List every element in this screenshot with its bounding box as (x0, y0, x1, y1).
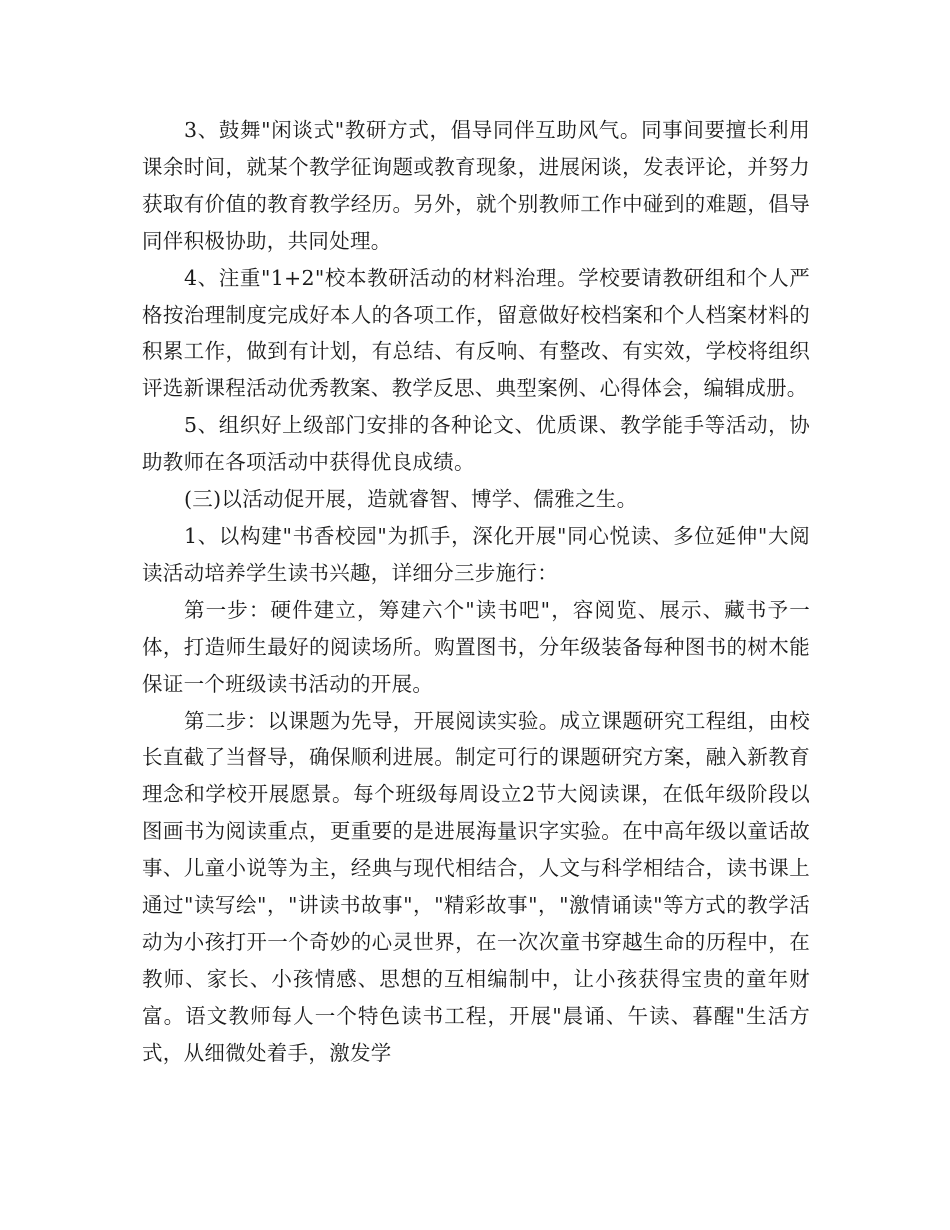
paragraph-item-3: 3、鼓舞"闲谈式"教研方式，倡导同伴互助风气。同事间要擅长利用课余时间，就某个教学征询题或教育现象，进展闲谈，发表评论，并努力获取有价值的教育教学经历。另外，就个别教师工作中碰到的难题，倡导同伴积极协助，共同处理。 (142, 118, 810, 253)
document-body (142, 112, 810, 1072)
paragraph-item-1: 1、以构建"书香校园"为抓手，深化开展"同心悦读、多位延伸"大阅读活动培养学生读书兴趣，详细分三步施行： (142, 523, 810, 585)
section-heading-3: (三)以活动促开展，造就睿智、博学、儒雅之生。 (184, 487, 638, 512)
paragraph-item-4: 4、注重"1+2"校本教研活动的材料治理。学校要请教研组和个人严格按治理制度完成好本人的各项工作，留意做好校档案和个人档案材料的积累工作，做到有计划，有总结、有反响、有整改、有实效，学校将组织评选新课程活动优秀教案、教学反思、典型案例、心得体会，编辑成册。 (142, 265, 810, 401)
paragraph-item-5: 5、组织好上级部门安排的各种论文、优质课、教学能手等活动，协助教师在各项活动中获得优良成绩。 (142, 413, 810, 475)
paragraph-step-1: 第一步：硬件建立，筹建六个"读书吧"，容阅览、展示、藏书予一体，打造师生最好的阅读场所。购置图书，分年级装备每种图书的树木能保证一个班级读书活动的开展。 (142, 597, 810, 696)
paragraph-step-2: 第二步：以课题为先导，开展阅读实验。成立课题研究工程组，由校长直截了当督导，确保顺利进展。制定可行的课题研究方案，融入新教育理念和学校开展愿景。每个班级每周设立2节大阅读课，在低年级阶段以图画书为阅读重点，更重要的是进展海量识字实验。在中高年级以童话故事、儿童小说等为主，经典与现代相结合，人文与科学相结合，读书课上通过"读写绘"，"讲读书故事"，"精彩故事"，"激情诵读"等方式的教学活动为小孩打开一个奇妙的心灵世界，在一次次童书穿越生命的历程中，在教师、家长、小孩情感、思想的互相编制中，让小孩获得宝贵的童年财富。语文教师每人一个特色读书工程，开展"晨诵、午读、暮醒"生活方式，从细微处着手，激发学 (142, 708, 810, 1065)
